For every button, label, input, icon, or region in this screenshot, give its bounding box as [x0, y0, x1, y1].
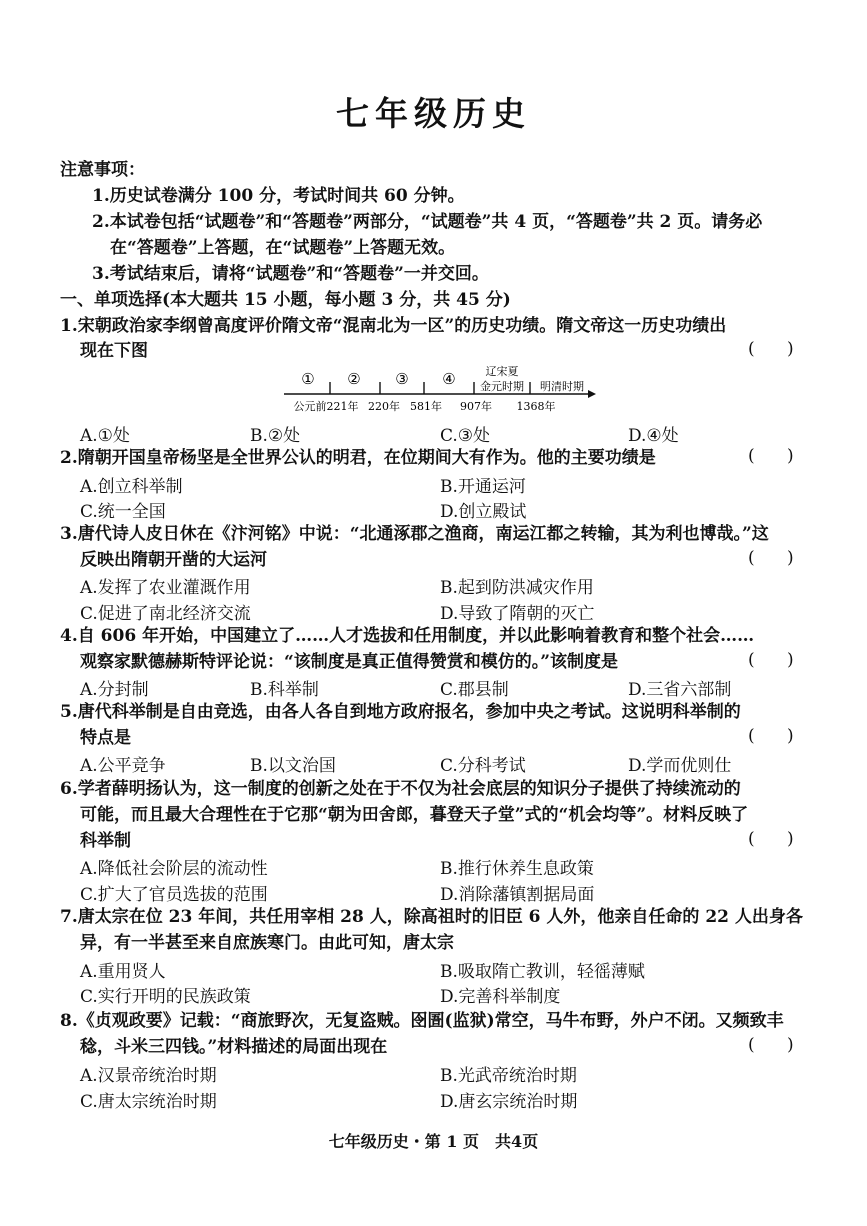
answer-blank: ( ): [748, 339, 794, 359]
question-1-text: 1.宋朝政治家李纲曾高度评价隋文帝“混南北为一区”的历史功绩。隋文帝这一历史功绩出: [60, 316, 727, 336]
answer-blank: ( ): [748, 446, 794, 466]
question-1-text: 现在下图: [80, 341, 148, 361]
option-b: B.科举制: [250, 680, 319, 700]
timeline-marker-3: ③: [395, 370, 409, 388]
note-line: 1.历史试卷满分 100 分，考试时间共 60 分钟。: [92, 186, 465, 206]
answer-blank: ( ): [748, 548, 794, 568]
question-4-text: 4.自 606 年开始，中国建立了……人才选拔和任用制度，并以此影响着教育和整个社会……: [60, 626, 755, 646]
timeline-marker-1: ①: [301, 370, 315, 388]
option-a: A.降低社会阶层的流动性: [80, 859, 268, 879]
question-8-text: 8.《贞观政要》记载：“商旅野次，无复盗贼。囹圄(监狱)常空，马牛布野，外户不闭。又频致丰: [60, 1011, 784, 1031]
timeline-period-label: 辽宋夏: [485, 365, 519, 378]
section-heading: 一、单项选择(本大题共 15 小题，每小题 3 分，共 45 分): [60, 290, 511, 310]
option-c: C.统一全国: [80, 502, 166, 522]
option-d: D.导致了隋朝的灭亡: [440, 604, 595, 624]
option-a: A.汉景帝统治时期: [80, 1066, 217, 1086]
option-d: D.三省六部制: [628, 680, 732, 700]
answer-blank: ( ): [748, 829, 794, 849]
option-b: B.起到防洪减灾作用: [440, 578, 594, 598]
option-d: D.学而优则仕: [628, 756, 732, 776]
option-a: A.发挥了农业灌溉作用: [80, 578, 251, 598]
timeline-date: 公元前221年: [293, 400, 359, 413]
option-a: A.①处: [80, 426, 130, 446]
question-3-text: 3.唐代诗人皮日休在《汴河铭》中说：“北通涿郡之渔商，南运江都之转输，其为利也博哉。”这: [60, 524, 769, 544]
question-6-text: 6.学者薛明扬认为，这一制度的创新之处在于不仅为社会底层的知识分子提供了持续流动的: [60, 779, 741, 799]
question-7-text: 7.唐太宗在位 23 年间，共任用宰相 28 人，除高祖时的旧臣 6 人外，他亲自任命的 22 人出身各: [60, 907, 803, 927]
option-c: C.促进了南北经济交流: [80, 604, 251, 624]
timeline-diagram: [284, 362, 604, 418]
option-a: A.公平竞争: [80, 756, 166, 776]
answer-blank: ( ): [748, 1035, 794, 1055]
question-5-text: 5.唐代科举制是自由竞选，由各人各自到地方政府报名，参加中央之考试。这说明科举制的: [60, 702, 741, 722]
option-b: B.推行休养生息政策: [440, 859, 594, 879]
notes-heading: 注意事项：: [60, 160, 145, 180]
option-c: C.郡县制: [440, 680, 509, 700]
timeline-marker-2: ②: [347, 370, 361, 388]
option-b: B.光武帝统治时期: [440, 1066, 577, 1086]
timeline-marker-4: ④: [442, 370, 456, 388]
question-2-text: 2.隋朝开国皇帝杨坚是全世界公认的明君，在位期间大有作为。他的主要功绩是: [60, 448, 656, 468]
option-a: A.创立科举制: [80, 477, 183, 497]
question-6-text: 可能，而且最大合理性在于它那“朝为田舍郎，暮登天子堂”式的“机会均等”。材料反映了: [80, 805, 749, 825]
option-d: D.消除藩镇割据局面: [440, 885, 595, 905]
option-a: A.重用贤人: [80, 962, 166, 982]
question-8-text: 稔，斗米三四钱。”材料描述的局面出现在: [80, 1037, 388, 1057]
timeline-period-label: 金元时期: [480, 380, 524, 393]
option-b: B.吸取隋亡教训，轻徭薄赋: [440, 962, 645, 982]
page-footer: 七年级历史・第 1 页 共4页: [328, 1132, 539, 1151]
timeline-period-label: 明清时期: [540, 380, 584, 393]
question-4-text: 观察家默德赫斯特评论说：“该制度是真正值得赞赏和模仿的。”该制度是: [80, 652, 619, 672]
option-b: B.②处: [250, 426, 301, 446]
question-6-text: 科举制: [80, 831, 131, 851]
timeline-date: 581年: [410, 400, 442, 413]
option-b: B.开通运河: [440, 477, 526, 497]
option-c: C.唐太宗统治时期: [80, 1092, 217, 1112]
option-d: D.④处: [628, 426, 679, 446]
option-d: D.完善科举制度: [440, 987, 561, 1007]
question-7-text: 异，有一半甚至来自庶族寒门。由此可知，唐太宗: [80, 933, 454, 953]
question-3-text: 反映出隋朝开凿的大运河: [80, 550, 267, 570]
option-c: C.③处: [440, 426, 491, 446]
option-d: D.创立殿试: [440, 502, 527, 522]
option-a: A.分封制: [80, 680, 149, 700]
note-line: 3.考试结束后，请将“试题卷”和“答题卷”一并交回。: [92, 264, 489, 284]
timeline-date: 220年: [368, 400, 400, 413]
option-c: C.扩大了官员选拔的范围: [80, 885, 268, 905]
option-c: C.分科考试: [440, 756, 526, 776]
timeline-date: 907年: [460, 400, 492, 413]
option-b: B.以文治国: [250, 756, 336, 776]
option-d: D.唐玄宗统治时期: [440, 1092, 578, 1112]
option-c: C.实行开明的民族政策: [80, 987, 251, 1007]
answer-blank: ( ): [748, 726, 794, 746]
note-line: 在“答题卷”上答题，在“试题卷”上答题无效。: [110, 238, 456, 258]
question-5-text: 特点是: [80, 728, 131, 748]
timeline-date: 1368年: [516, 400, 556, 413]
answer-blank: ( ): [748, 650, 794, 670]
page-title: 七年级历史: [336, 94, 531, 133]
note-line: 2.本试卷包括“试题卷”和“答题卷”两部分，“试题卷”共 4 页，“答题卷”共 2 页。请务必: [92, 212, 763, 232]
